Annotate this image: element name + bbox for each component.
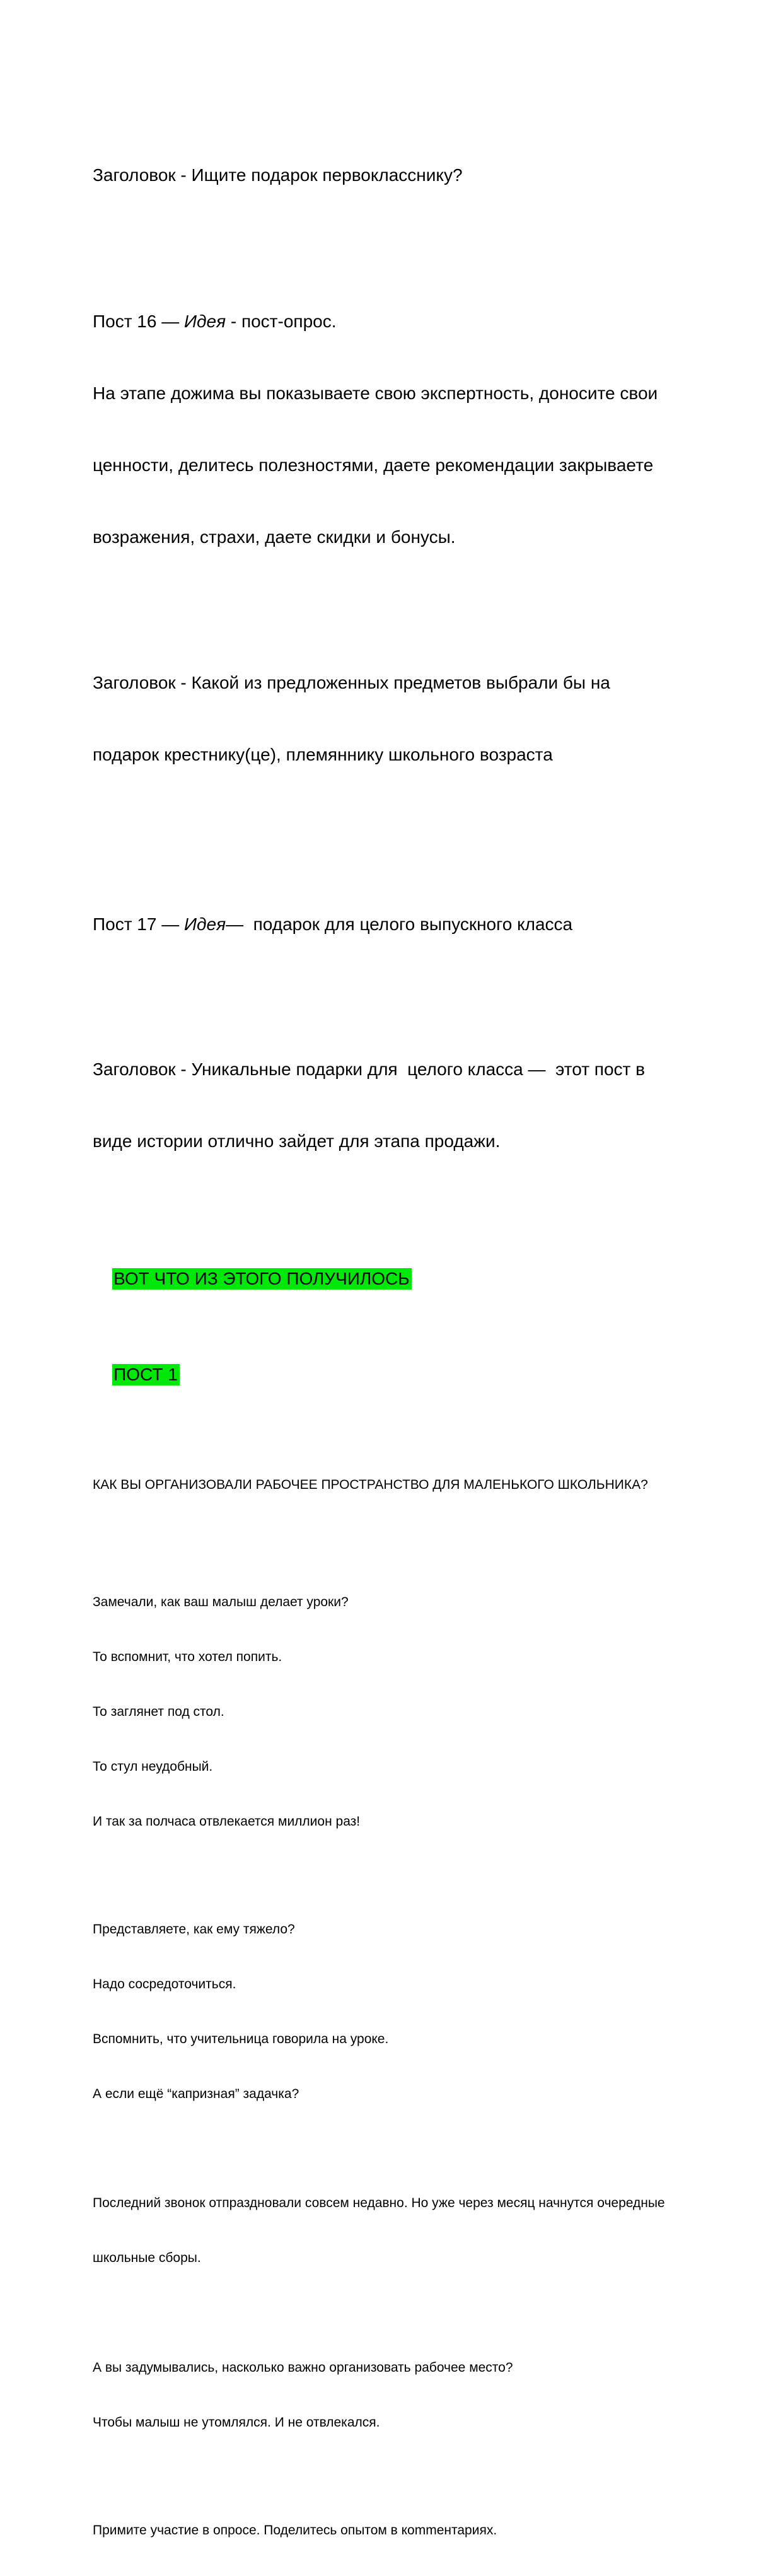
post1-para2-line: Вспомнить, что учительница говорила на уроке. [93,2032,389,2046]
post16-suffix: - пост-опрос. [226,312,337,331]
post1-para2-line: Надо сосредоточиться. [93,1977,236,1991]
post1-banner-line [93,1339,707,1411]
post1-para3-line: школьные сборы. [93,2251,201,2265]
result-banner-highlight: ВОТ ЧТО ИЗ ЭТОГО ПОЛУЧИЛОСЬ [112,1268,411,1290]
post1-para1-line: И так за полчаса отвлекается миллион раз! [93,1814,361,1829]
result-banner-line [93,1243,707,1315]
post16-heading-line [93,310,707,334]
post17-idea-italic: Идея [184,914,226,934]
post16-idea-italic: Идея [184,312,226,331]
post1-para5-line: Примите участие в опросе. Поделитесь опытом в коmmентариях. [93,2523,497,2538]
heading17-line: виде истории отлично зайдет для этапа продажи. [93,1131,501,1151]
post17-paragraph [93,865,707,984]
post1-para2-line: А если ещё “капризная” задачка? [93,2087,299,2101]
post16-body-line: ценности, делитесь полезностями, даете рекомендации закрываете [93,455,654,475]
post16-body-line: возражения, страхи, даете скидки и бонусы. [93,527,456,547]
heading16-paragraph [93,623,707,815]
heading16-line: Заголовок - Какой из предложенных предметов выбрали бы на [93,673,610,692]
post1-para4 [93,2322,707,2468]
heading17-paragraph [93,1010,707,1201]
post1-para4-line: А вы задумывались, насколько важно организовать рабочее место? [93,2360,513,2375]
post1-banner-highlight: ПОСТ 1 [112,1364,180,1385]
post1-question-text: КАК ВЫ ОРГАНИЗОВАЛИ РАБОЧЕЕ ПРОСТРАНСТВО ДЛЯ МАЛЕНЬКОГО ШКОЛЬНИКА? [93,1477,648,1492]
post17-heading-line [93,912,707,936]
post1-para1-line: Замечали, как ваш малыш делает уроки? [93,1595,349,1609]
post1-para1-line: То заглянет под стол. [93,1705,224,1719]
post16-prefix: Пост 16 — [93,312,185,331]
heading16-line: подарок крестнику(це), племяннику школьного возраста [93,745,553,764]
post1-para1-line: То вспомнит, что хотел попить. [93,1650,282,1664]
doc-title [93,115,707,235]
post17-prefix: Пост 17 — [93,914,185,934]
post1-question [93,1439,707,1530]
post16-paragraph [93,262,707,597]
doc-title-text: Заголовок - Ищите подарок первокласснику? [93,165,463,185]
post1-para2 [93,1884,707,2140]
heading17-line: Заголовок - Уникальные подарки для целого класса — этот пост в [93,1059,646,1079]
post1-para1 [93,1556,707,1867]
post1-para5 [93,2485,707,2576]
post17-suffix: — подарок для целого выпускного класса [226,914,573,934]
post16-body-line: На этапе дожима вы показываете свою экспертность, доносите свои [93,383,658,403]
post1-para3 [93,2157,707,2304]
post1-para2-line: Представляете, как ему тяжело? [93,1922,295,1937]
post1-para3-line: Последний звонок отпраздновали совсем недавно. Но уже через месяц начнутся очередные [93,2196,665,2210]
post1-para1-line: То стул неудобный. [93,1759,213,1774]
post1-para4-line: Чтобы малыш не утомлялся. И не отвлекался. [93,2415,380,2430]
